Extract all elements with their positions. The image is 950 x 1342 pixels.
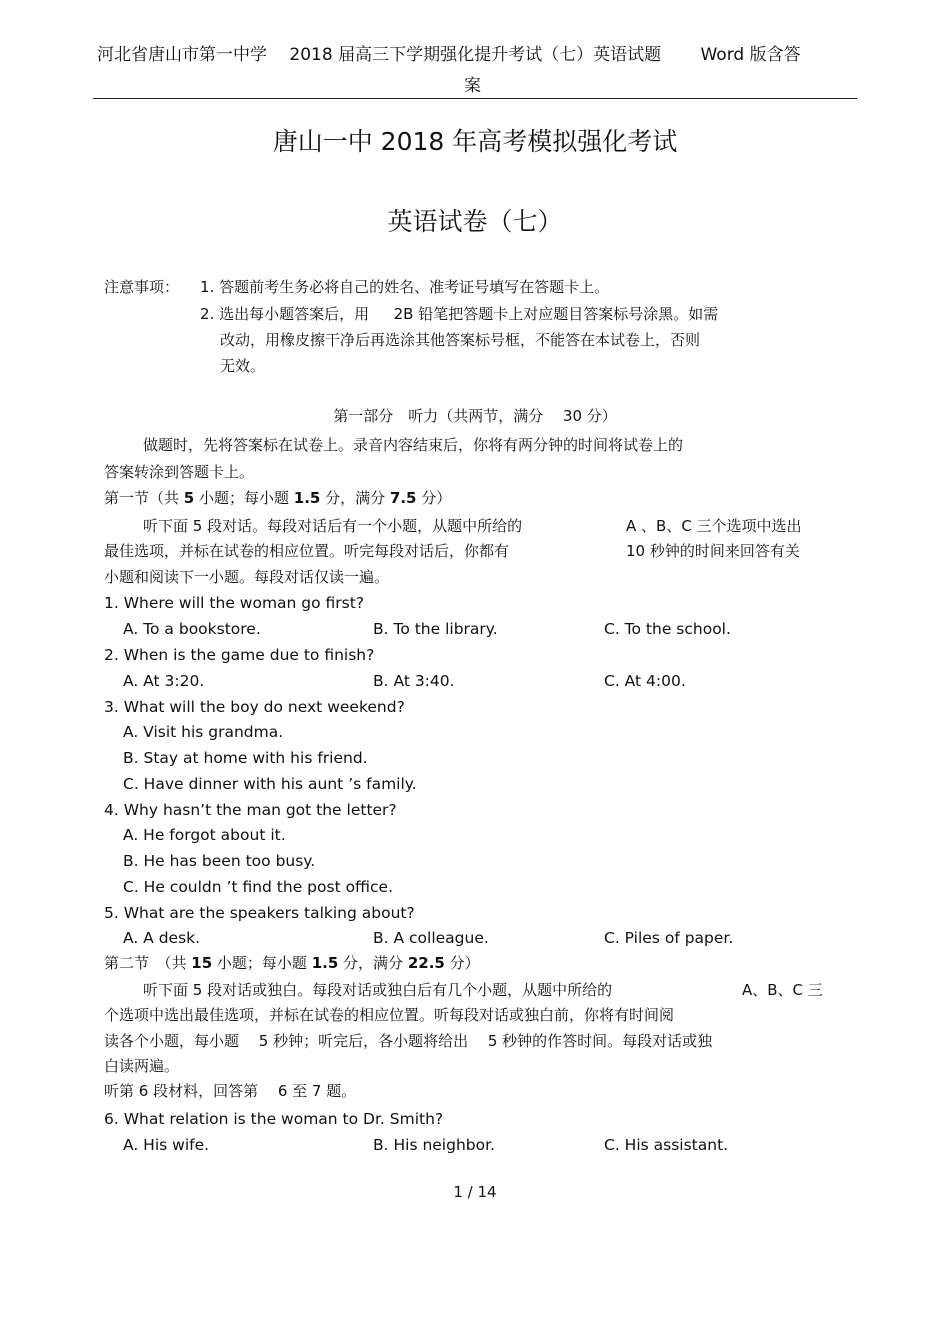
page-number: 1 / 14 [453,1183,497,1201]
section2-dir-line1a: 听下面 5 段对话或独白。每段对话或独白后有几个小题，从题中所给的 [143,981,613,999]
q2-option-b: B. At 3:40. [373,672,455,690]
section1-heading-total: 7.5 [389,489,417,507]
notice-item-2-line3: 无效。 [220,357,266,375]
material-6-instruction: 听第 6 段材料，回答第 6 至 7 题。 [104,1082,357,1100]
q3-option-a: A. Visit his grandma. [123,723,284,741]
notice-label: 注意事项： [104,278,180,296]
part1-heading: 第一部分 听力（共两节，满分 30 分） [333,407,617,425]
q5-option-a: A. A desk. [123,929,201,947]
section1-dir-line3: 小题和阅读下一小题。每段对话仅读一遍。 [104,568,390,586]
part1-intro-line2: 答案转涂到答题卡上。 [104,463,255,481]
question-4: 4. Why hasn’t the man got the letter? [104,801,397,819]
q2-option-c: C. At 4:00. [604,672,686,690]
q3-option-b: B. Stay at home with his friend. [123,749,368,767]
section1-heading [104,487,451,508]
q6-option-b: B. His neighbor. [373,1136,495,1154]
section1-heading-b: 小题；每小题 [194,489,294,507]
section2-dir-line4: 白读两遍。 [104,1057,180,1075]
question-2: 2. When is the game due to finish? [104,646,375,664]
q4-option-b: B. He has been too busy. [123,852,316,870]
question-6: 6. What relation is the woman to Dr. Smith? [104,1110,444,1128]
question-5: 5. What are the speakers talking about? [104,904,415,922]
section2-dir-line3: 读各个小题，每小题 5 秒钟；听完后，各小题将给出 5 秒钟的作答时间。每段对话或独 [104,1032,713,1050]
section2-heading-d: 分） [444,954,480,972]
section2-heading-c: 分，满分 [338,954,408,972]
section1-dir-line1b: A 、B、C 三个选项中选出 [626,517,802,535]
header-divider [93,98,857,99]
q6-option-a: A. His wife. [123,1136,210,1154]
section2-heading-count: 15 [191,954,213,972]
q6-option-c: C. His assistant. [604,1136,729,1154]
section1-dir-line2a: 最佳选项，并标在试卷的相应位置。听完每段对话后，你都有 [104,542,510,560]
section1-heading-c: 分，满分 [320,489,390,507]
q5-option-c: C. Piles of paper. [604,929,734,947]
section1-heading-each: 1.5 [293,489,321,507]
section1-dir-line1a: 听下面 5 段对话。每段对话后有一个小题，从题中所给的 [143,517,523,535]
q1-option-c: C. To the school. [604,620,731,638]
section1-dir-line2b: 10 秒钟的时间来回答有关 [626,542,800,560]
q1-option-a: A. To a bookstore. [123,620,261,638]
page-header-line1: 河北省唐山市第一中学 2018 届高三下学期强化提升考试（七）英语试题 Word 版含答 [97,45,801,65]
main-title: 唐山一中 2018 年高考模拟强化考试 [272,127,678,156]
section1-heading-a: 第一节（共 [104,489,184,507]
q4-option-a: A. He forgot about it. [123,826,286,844]
notice-item-1: 1. 答题前考生务必将自己的姓名、准考证号填写在答题卡上。 [200,278,610,296]
section2-heading-each: 1.5 [311,954,339,972]
q4-option-c: C. He couldn ’t find the post office. [123,878,394,896]
part1-intro-line1: 做题时，先将答案标在试卷上。录音内容结束后，你将有两分钟的时间将试卷上的 [143,436,684,454]
section2-heading-total: 22.5 [407,954,445,972]
q5-option-b: B. A colleague. [373,929,489,947]
section1-heading-count: 5 [183,489,195,507]
question-3: 3. What will the boy do next weekend? [104,698,405,716]
section2-dir-line2: 个选项中选出最佳选项，并标在试卷的相应位置。听每段对话或独白前，你将有时间阅 [104,1006,675,1024]
q2-option-a: A. At 3:20. [123,672,205,690]
notice-item-2-line2: 改动，用橡皮擦干净后再选涂其他答案标号框，不能答在本试卷上，否则 [220,331,701,349]
section2-heading [104,952,480,973]
page-header-line2: 案 [464,76,481,96]
section2-dir-line1b: A、B、C 三 [742,981,823,999]
notice-item-2-line1: 2. 选出每小题答案后，用 2B 铅笔把答题卡上对应题目答案标号涂黑。如需 [200,305,719,323]
sub-title: 英语试卷（七） [387,207,563,236]
section1-heading-d: 分） [416,489,452,507]
q1-option-b: B. To the library. [373,620,498,638]
section2-heading-a: 第二节 （共 [104,954,192,972]
question-1: 1. Where will the woman go first? [104,594,365,612]
section2-heading-b: 小题；每小题 [212,954,312,972]
q3-option-c: C. Have dinner with his aunt ’s family. [123,775,417,793]
